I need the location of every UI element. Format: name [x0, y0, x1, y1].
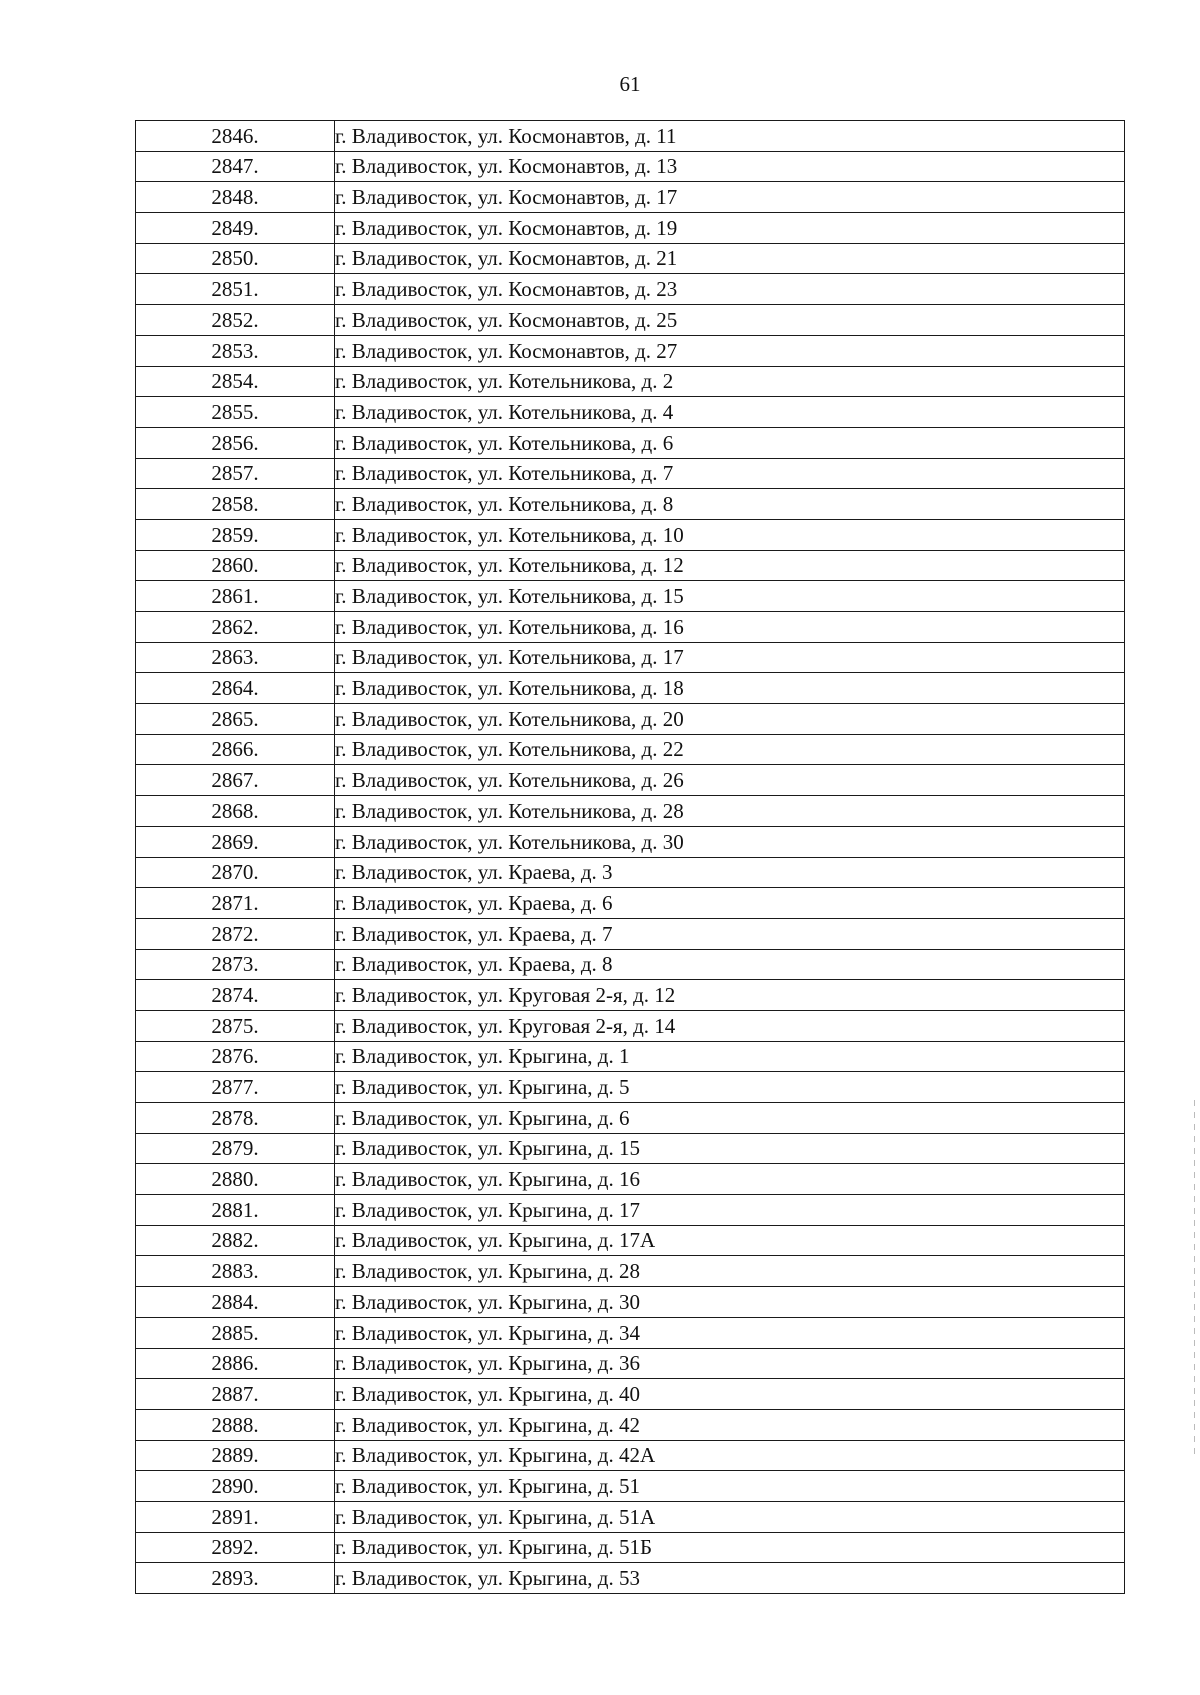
row-number-cell: 2887. — [136, 1379, 335, 1410]
row-number-cell: 2848. — [136, 182, 335, 213]
address-cell: г. Владивосток, ул. Котельникова, д. 20 — [335, 704, 1125, 735]
address-cell: г. Владивосток, ул. Крыгина, д. 51 — [335, 1471, 1125, 1502]
address-cell: г. Владивосток, ул. Котельникова, д. 10 — [335, 519, 1125, 550]
table-row — [136, 581, 1125, 612]
row-number-cell: 2881. — [136, 1195, 335, 1226]
table-row — [136, 1563, 1125, 1594]
table-row — [136, 1440, 1125, 1471]
table-row — [136, 704, 1125, 735]
row-number-cell: 2872. — [136, 918, 335, 949]
row-number-cell: 2850. — [136, 243, 335, 274]
row-number-cell: 2853. — [136, 335, 335, 366]
row-number-cell: 2874. — [136, 980, 335, 1011]
address-cell: г. Владивосток, ул. Котельникова, д. 15 — [335, 581, 1125, 612]
table-row — [136, 550, 1125, 581]
table-row — [136, 888, 1125, 919]
address-cell: г. Владивосток, ул. Крыгина, д. 51Б — [335, 1532, 1125, 1563]
address-cell: г. Владивосток, ул. Котельникова, д. 2 — [335, 366, 1125, 397]
table-row — [136, 1471, 1125, 1502]
table-row — [136, 1195, 1125, 1226]
row-number-cell: 2882. — [136, 1225, 335, 1256]
address-cell: г. Владивосток, ул. Крыгина, д. 5 — [335, 1072, 1125, 1103]
address-cell: г. Владивосток, ул. Котельникова, д. 6 — [335, 427, 1125, 458]
address-cell: г. Владивосток, ул. Крыгина, д. 34 — [335, 1317, 1125, 1348]
table-row — [136, 1501, 1125, 1532]
address-cell: г. Владивосток, ул. Крыгина, д. 42 — [335, 1409, 1125, 1440]
address-cell: г. Владивосток, ул. Крыгина, д. 30 — [335, 1287, 1125, 1318]
table-row — [136, 335, 1125, 366]
address-cell: г. Владивосток, ул. Космонавтов, д. 11 — [335, 121, 1125, 152]
table-row — [136, 1072, 1125, 1103]
address-cell: г. Владивосток, ул. Круговая 2-я, д. 12 — [335, 980, 1125, 1011]
address-cell: г. Владивосток, ул. Котельникова, д. 7 — [335, 458, 1125, 489]
row-number-cell: 2859. — [136, 519, 335, 550]
table-row — [136, 918, 1125, 949]
table-row — [136, 980, 1125, 1011]
table-row — [136, 826, 1125, 857]
row-number-cell: 2868. — [136, 796, 335, 827]
row-number-cell: 2878. — [136, 1103, 335, 1134]
table-row — [136, 182, 1125, 213]
table-row — [136, 274, 1125, 305]
table-row — [136, 1409, 1125, 1440]
table-row — [136, 427, 1125, 458]
table-row — [136, 612, 1125, 643]
table-row — [136, 489, 1125, 520]
address-cell: г. Владивосток, ул. Крыгина, д. 40 — [335, 1379, 1125, 1410]
table-row — [136, 949, 1125, 980]
table-row — [136, 458, 1125, 489]
table-row — [136, 1010, 1125, 1041]
address-table-body — [136, 121, 1125, 1594]
table-row — [136, 642, 1125, 673]
address-cell: г. Владивосток, ул. Космонавтов, д. 17 — [335, 182, 1125, 213]
table-row — [136, 366, 1125, 397]
table-row — [136, 1287, 1125, 1318]
row-number-cell: 2889. — [136, 1440, 335, 1471]
table-row — [136, 1103, 1125, 1134]
address-cell: г. Владивосток, ул. Краева, д. 7 — [335, 918, 1125, 949]
table-row — [136, 397, 1125, 428]
table-row — [136, 796, 1125, 827]
row-number-cell: 2860. — [136, 550, 335, 581]
address-table — [135, 120, 1125, 1594]
table-row — [136, 734, 1125, 765]
address-cell: г. Владивосток, ул. Космонавтов, д. 25 — [335, 305, 1125, 336]
address-cell: г. Владивосток, ул. Крыгина, д. 1 — [335, 1041, 1125, 1072]
row-number-cell: 2855. — [136, 397, 335, 428]
scan-edge-mark — [1194, 1100, 1195, 1460]
table-row — [136, 121, 1125, 152]
row-number-cell: 2852. — [136, 305, 335, 336]
address-cell: г. Владивосток, ул. Краева, д. 8 — [335, 949, 1125, 980]
row-number-cell: 2863. — [136, 642, 335, 673]
row-number-cell: 2880. — [136, 1164, 335, 1195]
row-number-cell: 2847. — [136, 151, 335, 182]
address-cell: г. Владивосток, ул. Котельникова, д. 17 — [335, 642, 1125, 673]
address-cell: г. Владивосток, ул. Космонавтов, д. 27 — [335, 335, 1125, 366]
address-cell: г. Владивосток, ул. Крыгина, д. 51А — [335, 1501, 1125, 1532]
address-cell: г. Владивосток, ул. Котельникова, д. 26 — [335, 765, 1125, 796]
table-row — [136, 857, 1125, 888]
table-row — [136, 1348, 1125, 1379]
row-number-cell: 2876. — [136, 1041, 335, 1072]
row-number-cell: 2869. — [136, 826, 335, 857]
row-number-cell: 2891. — [136, 1501, 335, 1532]
row-number-cell: 2888. — [136, 1409, 335, 1440]
row-number-cell: 2875. — [136, 1010, 335, 1041]
address-cell: г. Владивосток, ул. Котельникова, д. 28 — [335, 796, 1125, 827]
row-number-cell: 2873. — [136, 949, 335, 980]
row-number-cell: 2884. — [136, 1287, 335, 1318]
row-number-cell: 2870. — [136, 857, 335, 888]
row-number-cell: 2846. — [136, 121, 335, 152]
address-cell: г. Владивосток, ул. Круговая 2-я, д. 14 — [335, 1010, 1125, 1041]
address-cell: г. Владивосток, ул. Котельникова, д. 12 — [335, 550, 1125, 581]
row-number-cell: 2862. — [136, 612, 335, 643]
row-number-cell: 2857. — [136, 458, 335, 489]
address-cell: г. Владивосток, ул. Крыгина, д. 6 — [335, 1103, 1125, 1134]
row-number-cell: 2886. — [136, 1348, 335, 1379]
address-cell: г. Владивосток, ул. Крыгина, д. 28 — [335, 1256, 1125, 1287]
row-number-cell: 2866. — [136, 734, 335, 765]
table-row — [136, 1532, 1125, 1563]
table-row — [136, 1379, 1125, 1410]
address-cell: г. Владивосток, ул. Котельникова, д. 22 — [335, 734, 1125, 765]
address-cell: г. Владивосток, ул. Крыгина, д. 53 — [335, 1563, 1125, 1594]
address-cell: г. Владивосток, ул. Краева, д. 6 — [335, 888, 1125, 919]
address-cell: г. Владивосток, ул. Краева, д. 3 — [335, 857, 1125, 888]
table-row — [136, 1041, 1125, 1072]
address-cell: г. Владивосток, ул. Котельникова, д. 4 — [335, 397, 1125, 428]
table-row — [136, 673, 1125, 704]
address-cell: г. Владивосток, ул. Крыгина, д. 16 — [335, 1164, 1125, 1195]
address-cell: г. Владивосток, ул. Космонавтов, д. 13 — [335, 151, 1125, 182]
address-cell: г. Владивосток, ул. Котельникова, д. 18 — [335, 673, 1125, 704]
address-cell: г. Владивосток, ул. Крыгина, д. 17 — [335, 1195, 1125, 1226]
row-number-cell: 2883. — [136, 1256, 335, 1287]
table-row — [136, 1164, 1125, 1195]
address-cell: г. Владивосток, ул. Космонавтов, д. 23 — [335, 274, 1125, 305]
row-number-cell: 2856. — [136, 427, 335, 458]
row-number-cell: 2854. — [136, 366, 335, 397]
address-cell: г. Владивосток, ул. Крыгина, д. 42А — [335, 1440, 1125, 1471]
row-number-cell: 2865. — [136, 704, 335, 735]
row-number-cell: 2861. — [136, 581, 335, 612]
table-row — [136, 151, 1125, 182]
table-row — [136, 305, 1125, 336]
table-row — [136, 1133, 1125, 1164]
row-number-cell: 2890. — [136, 1471, 335, 1502]
row-number-cell: 2864. — [136, 673, 335, 704]
row-number-cell: 2867. — [136, 765, 335, 796]
address-cell: г. Владивосток, ул. Крыгина, д. 17А — [335, 1225, 1125, 1256]
address-cell: г. Владивосток, ул. Космонавтов, д. 19 — [335, 213, 1125, 244]
table-row — [136, 765, 1125, 796]
table-row — [136, 1317, 1125, 1348]
row-number-cell: 2879. — [136, 1133, 335, 1164]
table-row — [136, 243, 1125, 274]
address-cell: г. Владивосток, ул. Котельникова, д. 30 — [335, 826, 1125, 857]
address-cell: г. Владивосток, ул. Крыгина, д. 15 — [335, 1133, 1125, 1164]
row-number-cell: 2885. — [136, 1317, 335, 1348]
row-number-cell: 2893. — [136, 1563, 335, 1594]
row-number-cell: 2858. — [136, 489, 335, 520]
address-cell: г. Владивосток, ул. Котельникова, д. 8 — [335, 489, 1125, 520]
address-cell: г. Владивосток, ул. Крыгина, д. 36 — [335, 1348, 1125, 1379]
table-row — [136, 519, 1125, 550]
table-row — [136, 1225, 1125, 1256]
row-number-cell: 2892. — [136, 1532, 335, 1563]
row-number-cell: 2849. — [136, 213, 335, 244]
row-number-cell: 2877. — [136, 1072, 335, 1103]
table-row — [136, 213, 1125, 244]
address-cell: г. Владивосток, ул. Космонавтов, д. 21 — [335, 243, 1125, 274]
page-number: 61 — [619, 72, 641, 96]
row-number-cell: 2871. — [136, 888, 335, 919]
table-row — [136, 1256, 1125, 1287]
row-number-cell: 2851. — [136, 274, 335, 305]
address-cell: г. Владивосток, ул. Котельникова, д. 16 — [335, 612, 1125, 643]
